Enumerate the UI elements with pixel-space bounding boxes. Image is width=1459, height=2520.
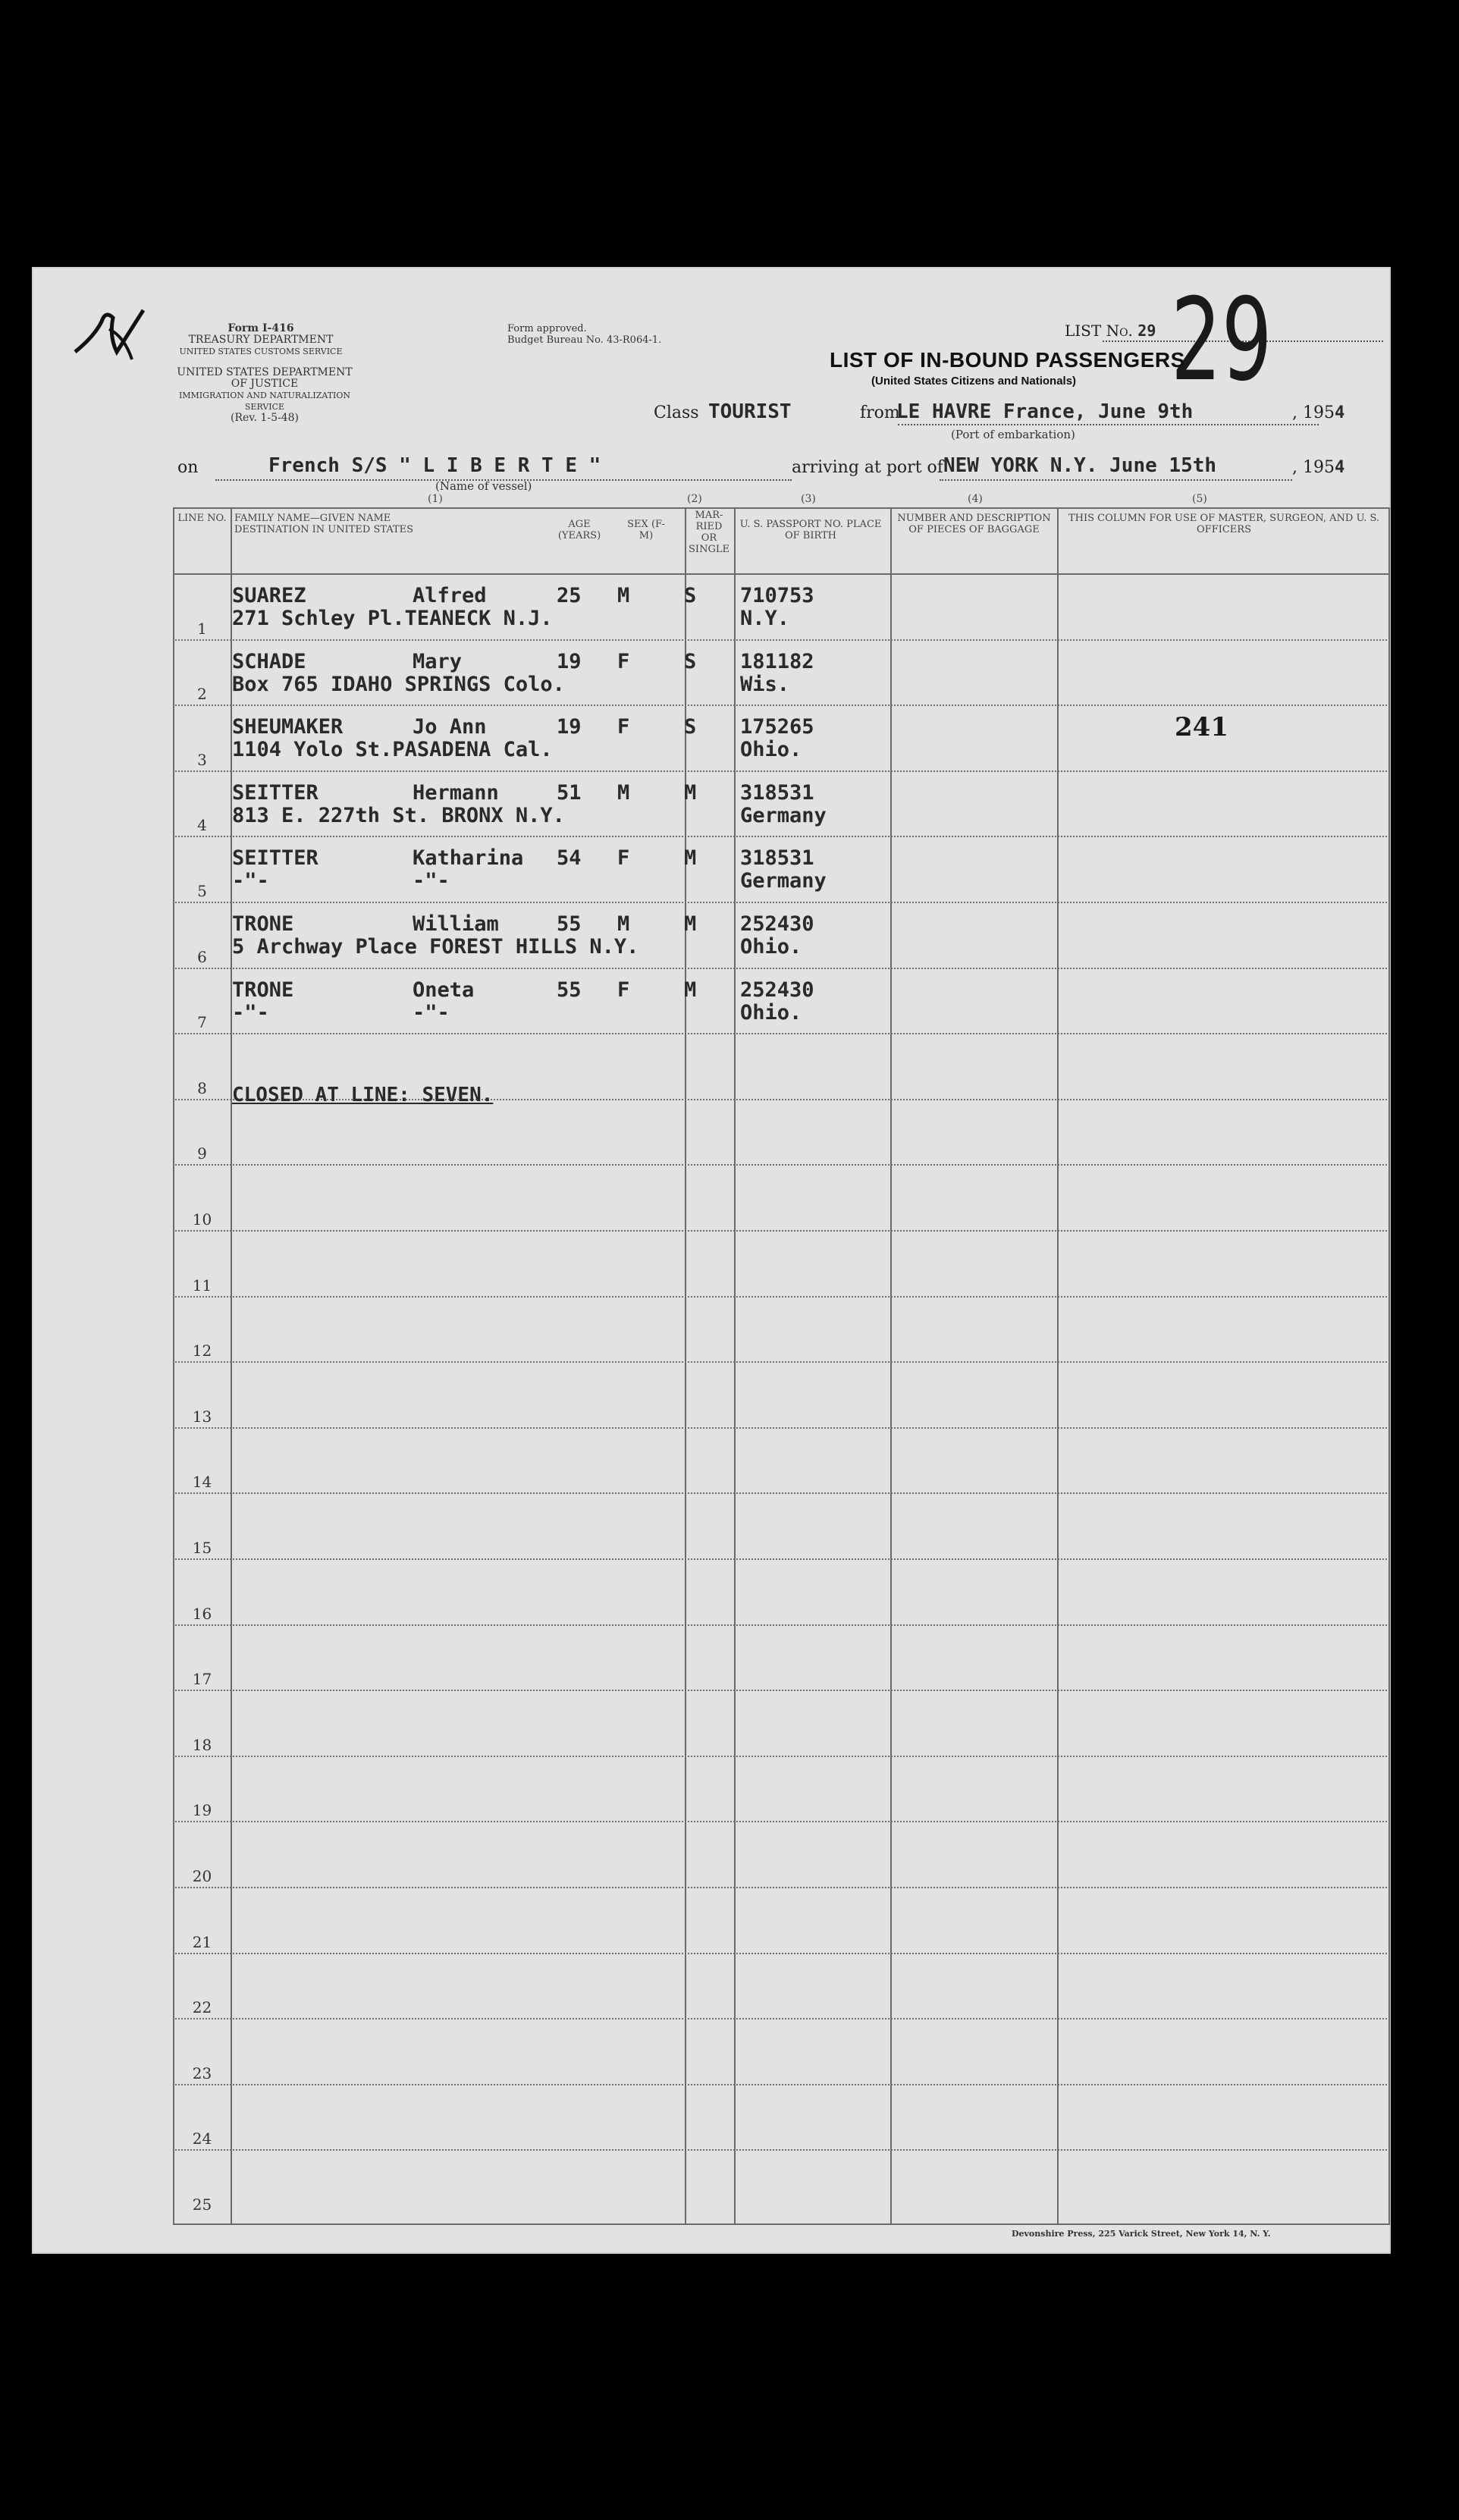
big-list-number: 29 — [1171, 275, 1272, 406]
line-number: 19 — [192, 1801, 212, 1820]
from-label: from — [860, 403, 900, 422]
line-number: 13 — [192, 1407, 212, 1426]
marital-status: M — [684, 978, 697, 1002]
column-number: (2) — [687, 493, 702, 505]
destination: 5 Archway Place FOREST HILLS N.Y. — [232, 935, 639, 959]
line-number: 6 — [197, 947, 207, 966]
line-number: 24 — [192, 2129, 212, 2148]
family-name: TRONE — [232, 978, 294, 1002]
line-number: 14 — [192, 1473, 212, 1492]
header-married: MAR- RIED OR SINGLE — [689, 510, 730, 555]
page-subtitle: (United States Citizens and Nationals) — [871, 375, 1077, 388]
passport-number: 252430 — [740, 912, 814, 936]
marital-status: M — [684, 780, 697, 805]
line-number: 21 — [192, 1932, 212, 1951]
place-of-birth: Germany — [740, 869, 827, 893]
sex: M — [617, 584, 630, 607]
row-rule — [173, 2084, 1390, 2085]
place-of-birth: Ohio. — [740, 1000, 802, 1025]
row-rule — [173, 1887, 1390, 1888]
arrival-year-suffix: , 195 — [1292, 458, 1335, 477]
family-name: SHEUMAKER — [232, 715, 344, 739]
row-rule — [173, 2149, 1390, 2151]
on-label: on — [177, 458, 199, 477]
line-number: 9 — [197, 1144, 207, 1163]
given-name: Alfred — [413, 584, 487, 607]
destination: -"- — [232, 1000, 269, 1025]
arrival-value: NEW YORK N.Y. June 15th — [943, 454, 1217, 477]
row-rule — [173, 902, 1390, 903]
class-label: Class — [654, 403, 699, 422]
header-officers: THIS COLUMN FOR USE OF MASTER, SURGEON, AND U. S. OFFICERS — [1068, 513, 1380, 535]
row-rule — [173, 1296, 1390, 1298]
age: 19 — [557, 649, 582, 673]
column-number: (4) — [968, 493, 983, 505]
marital-status: M — [684, 846, 697, 871]
sex: F — [617, 846, 630, 871]
destination: 271 Schley Pl.TEANECK N.J. — [232, 607, 553, 630]
line-number: 2 — [197, 685, 207, 704]
row-rule — [173, 1361, 1390, 1363]
place-of-birth: Germany — [740, 803, 827, 827]
header-destination: DESTINATION IN UNITED STATES — [234, 524, 414, 535]
line-number: 8 — [197, 1078, 207, 1097]
place-of-birth: Ohio. — [740, 935, 802, 959]
age: 25 — [557, 584, 582, 607]
age: 55 — [557, 912, 582, 936]
row-rule — [173, 1690, 1390, 1691]
class-value: TOURIST — [708, 400, 792, 423]
row-rule — [173, 1230, 1390, 1232]
header-baggage: NUMBER AND DESCRIPTION OF PIECES OF BAGGAGE — [897, 513, 1051, 535]
given-name: Katharina — [413, 846, 524, 871]
passport-number: 181182 — [740, 649, 814, 673]
sex: M — [617, 912, 630, 936]
age: 55 — [557, 978, 582, 1002]
line-number: 15 — [192, 1539, 212, 1557]
given-name-ditto: -"- — [413, 869, 450, 893]
family-name: SCHADE — [232, 649, 306, 673]
line-number: 23 — [192, 2063, 212, 2082]
given-name-ditto: -"- — [413, 1000, 450, 1025]
from-value: LE HAVRE France, June 9th — [896, 400, 1194, 423]
age: 51 — [557, 780, 582, 805]
line-number: 3 — [197, 750, 207, 769]
line-number: 18 — [192, 1735, 212, 1754]
row-rule — [173, 836, 1390, 837]
destination: -"- — [232, 869, 269, 893]
row-rule — [173, 1033, 1390, 1034]
column-divider — [734, 507, 736, 2225]
column-divider — [1057, 507, 1059, 2225]
given-name: William — [413, 912, 499, 936]
port-caption: (Port of embarkation) — [951, 428, 1075, 441]
column-number: (5) — [1192, 493, 1207, 505]
destination: Box 765 IDAHO SPRINGS Colo. — [232, 672, 565, 696]
family-name: TRONE — [232, 912, 294, 936]
header-sex: SEX (F-M) — [627, 519, 665, 541]
year-value: 4 — [1334, 403, 1345, 422]
destination: 1104 Yolo St.PASADENA Cal. — [232, 738, 553, 762]
place-of-birth: Wis. — [740, 672, 790, 696]
line-number: 17 — [192, 1670, 212, 1689]
marital-status: S — [684, 649, 697, 673]
page-title: LIST OF IN-BOUND PASSENGERS — [830, 348, 1185, 372]
column-divider — [231, 507, 232, 2225]
row-rule — [173, 968, 1390, 969]
marital-status: S — [684, 715, 697, 739]
family-name: SUAREZ — [232, 584, 306, 607]
approval-line: Form approved. — [507, 323, 587, 334]
header-age: AGE (YEARS) — [557, 519, 601, 541]
row-rule — [173, 1821, 1390, 1822]
line-number: 5 — [197, 882, 207, 900]
approval-line: Budget Bureau No. 43-R064-1. — [507, 334, 662, 346]
closed-note: CLOSED AT LINE: SEVEN. — [232, 1084, 494, 1106]
place-of-birth: N.Y. — [740, 607, 790, 630]
row-rule — [173, 1427, 1390, 1429]
row-rule — [173, 1953, 1390, 1954]
row-rule — [173, 770, 1390, 772]
age: 54 — [557, 846, 582, 871]
line-number: 22 — [192, 1998, 212, 2017]
sex: F — [617, 978, 630, 1002]
marital-status: S — [684, 584, 697, 607]
family-name: SEITTER — [232, 780, 318, 805]
given-name: Hermann — [413, 780, 499, 805]
line-number: 11 — [192, 1276, 212, 1295]
row-rule — [173, 1756, 1390, 1757]
sex: F — [617, 715, 630, 739]
row-rule — [173, 1624, 1390, 1626]
dept-line: (Rev. 1-5-48) — [231, 412, 299, 424]
dept-line: UNITED STATES CUSTOMS SERVICE — [179, 347, 343, 356]
line-number: 4 — [197, 816, 207, 835]
passport-number: 175265 — [740, 715, 814, 739]
line-number: 12 — [192, 1342, 212, 1360]
header-passport: U. S. PASSPORT NO. PLACE OF BIRTH — [739, 519, 882, 541]
given-name: Oneta — [413, 978, 475, 1002]
passport-number: 710753 — [740, 584, 814, 607]
header-line-no: LINE NO. — [177, 513, 227, 524]
year-suffix: , 195 — [1292, 403, 1335, 422]
arrival-year-value: 4 — [1334, 458, 1345, 477]
form-number: Form I-416 — [227, 322, 294, 334]
row-rule — [173, 1164, 1390, 1166]
manifest-sheet — [32, 267, 1391, 2254]
table-frame — [173, 507, 1390, 2225]
passport-number: 252430 — [740, 978, 814, 1002]
row-rule — [173, 639, 1390, 641]
list-no-label: LIST No. — [1065, 322, 1133, 340]
line-number: 1 — [197, 619, 207, 638]
destination: 813 E. 227th St. BRONX N.Y. — [232, 803, 565, 827]
passport-number: 318531 — [740, 780, 814, 805]
vessel-value: French S/S " L I B E R T E " — [268, 454, 601, 477]
vessel-caption: (Name of vessel) — [435, 479, 532, 493]
dept-line: IMMIGRATION AND NATURALIZATION SERVICE — [178, 391, 351, 412]
handwritten-signature — [71, 306, 155, 367]
row-rule — [173, 1492, 1390, 1494]
given-name: Mary — [413, 649, 463, 673]
passport-number: 318531 — [740, 846, 814, 871]
printer-imprint: Devonshire Press, 225 Varick Street, New York 14, N. Y. — [1012, 2229, 1271, 2239]
arriving-label: arriving at port of — [792, 458, 943, 477]
row-rule — [173, 2018, 1390, 2019]
line-number: 7 — [197, 1013, 207, 1032]
header-family-name: FAMILY NAME—GIVEN NAME — [234, 513, 391, 524]
dept-line: UNITED STATES DEPARTMENT OF JUSTICE — [177, 366, 353, 390]
row-rule — [173, 1558, 1390, 1560]
column-divider — [890, 507, 892, 2225]
list-no-value: 29 — [1137, 322, 1156, 340]
officer-note: 241 — [1175, 712, 1228, 742]
column-divider — [685, 507, 686, 2225]
column-number: (3) — [801, 493, 816, 505]
line-number: 10 — [192, 1210, 212, 1229]
dept-line: TREASURY DEPARTMENT — [188, 334, 334, 346]
age: 19 — [557, 715, 582, 739]
place-of-birth: Ohio. — [740, 738, 802, 762]
sex: F — [617, 649, 630, 673]
family-name: SEITTER — [232, 846, 318, 871]
line-number: 16 — [192, 1604, 212, 1623]
row-rule — [173, 705, 1390, 706]
table-header-rule — [173, 573, 1390, 575]
line-number: 20 — [192, 1867, 212, 1885]
sex: M — [617, 780, 630, 805]
marital-status: M — [684, 912, 697, 936]
given-name: Jo Ann — [413, 715, 487, 739]
line-number: 25 — [192, 2195, 212, 2214]
column-number: (1) — [428, 493, 443, 505]
